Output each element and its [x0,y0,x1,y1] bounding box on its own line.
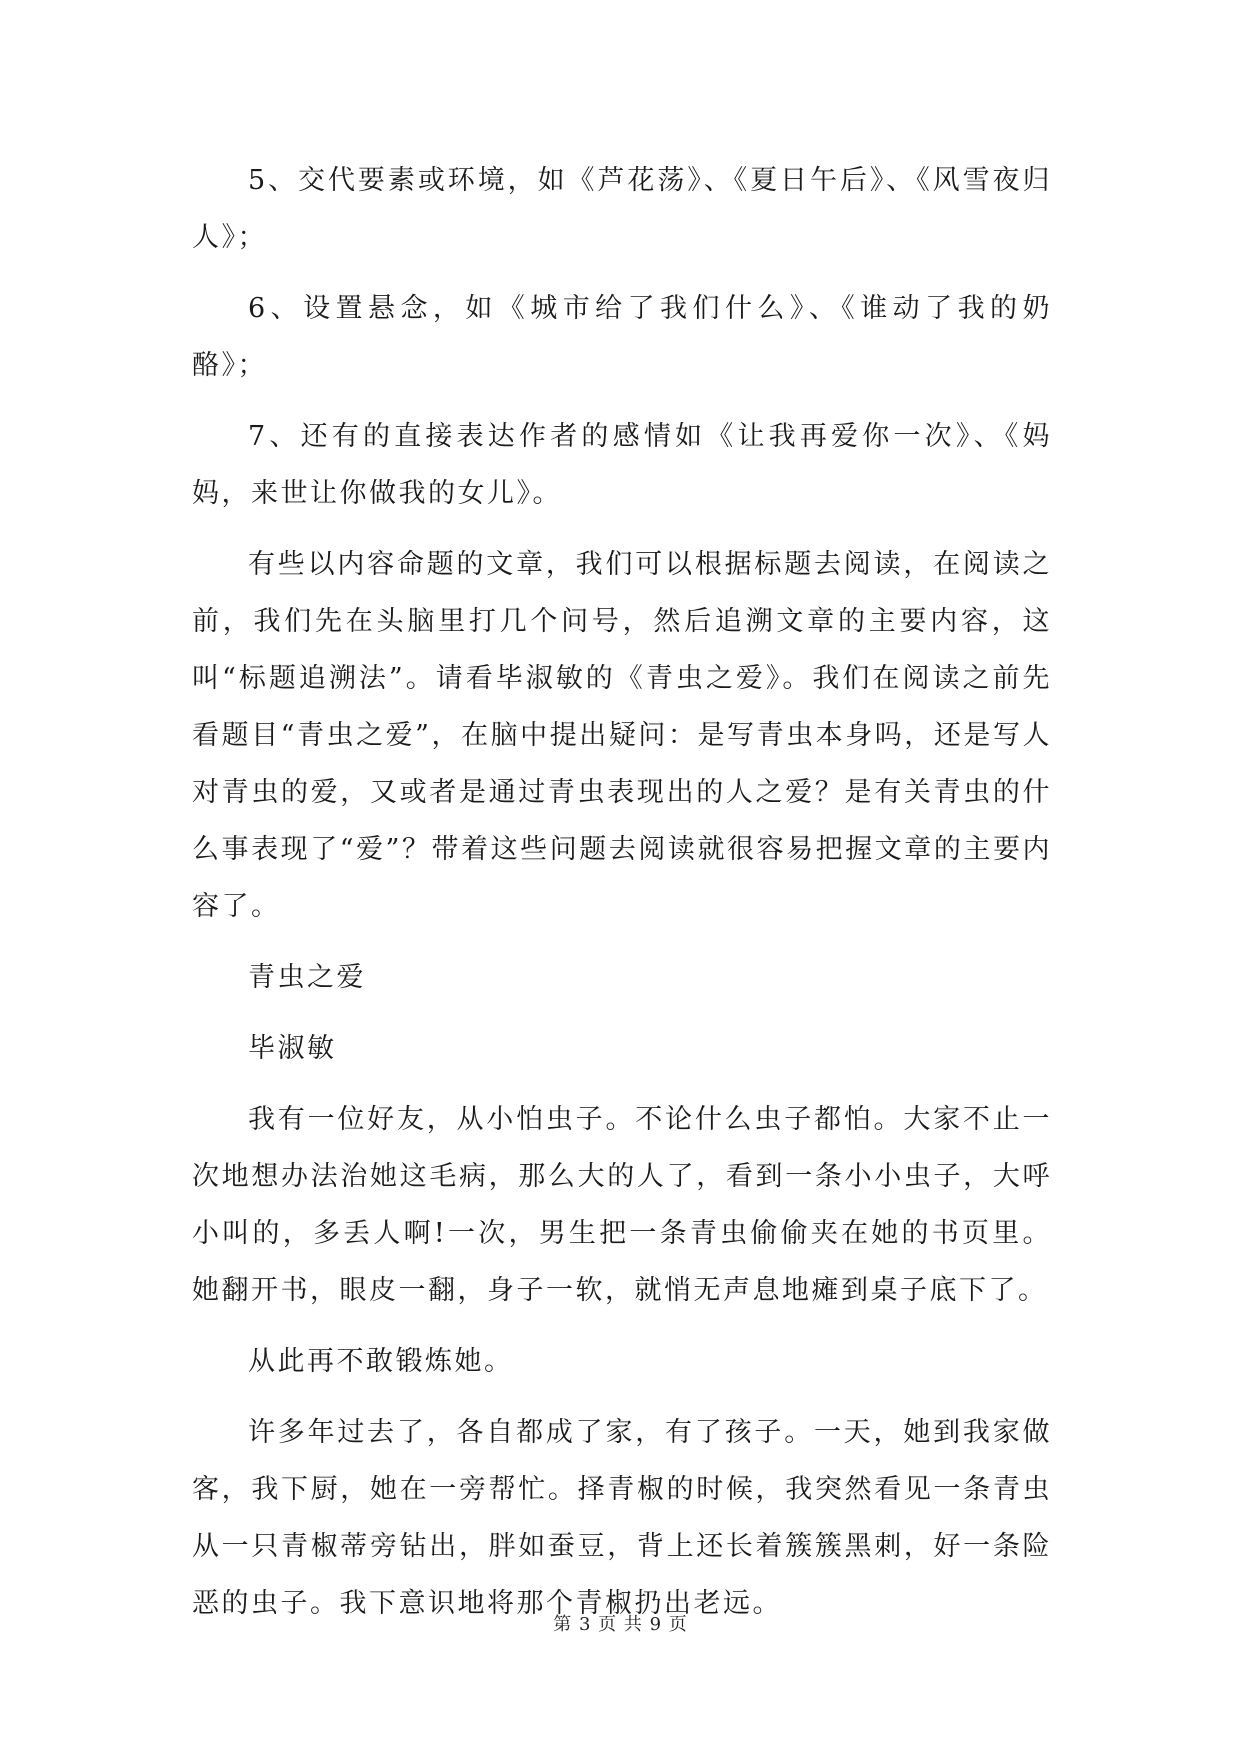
article-paragraph: 从此再不敢锻炼她。 [248,1346,514,1377]
article-author: 毕淑敏 [248,1033,337,1064]
paragraph-item-5: 5、交代要素或环境，如《芦花荡》、《夏日午后》、《风雪夜归人》； [192,165,1052,253]
paragraph-item-6: 6、设置悬念，如《城市给了我们什么》、《谁动了我的奶酪》； [192,293,1052,381]
body-text [192,152,1052,1646]
article-paragraph: 我有一位好友，从小怕虫子。不论什么虫子都怕。大家不止一次地想办法治她这毛病，那么大的人了，看到一条小小虫子，大呼小叫的，多丢人啊!一次，男生把一条青虫偷偷夹在她的书页里。她翻开书，眼皮一翻，身子一软，就悄无声息地瘫到桌子底下了。 [192,1104,1052,1306]
paragraph-item-7: 7、还有的直接表达作者的感情如《让我再爱你一次》、《妈妈，来世让你做我的女儿》。 [192,421,1052,509]
article-title: 青虫之爱 [248,962,366,993]
page-number: 第 3 页 共 9 页 [553,1614,688,1635]
paragraph-title-method: 有些以内容命题的文章，我们可以根据标题去阅读，在阅读之前，我们先在头脑里打几个问号，然后追溯文章的主要内容，这叫“标题追溯法”。请看毕淑敏的《青虫之爱》。我们在阅读之前先看题目“青虫之爱”，在脑中提出疑问：是写青虫本身吗，还是写人对青虫的爱，又或者是通过青虫表现出的人之爱？是有关青虫的什么事表现了“爱”？带着这些问题去阅读就很容易把握文章的主要内容了。 [192,549,1052,922]
article-paragraph: 许多年过去了，各自都成了家，有了孩子。一天，她到我家做客，我下厨，她在一旁帮忙。择青椒的时候，我突然看见一条青虫从一只青椒蒂旁钻出，胖如蚕豆，背上还长着簇簇黑刺，好一条险恶的虫子。我下意识地将那个青椒扔出老远。 [192,1417,1052,1619]
